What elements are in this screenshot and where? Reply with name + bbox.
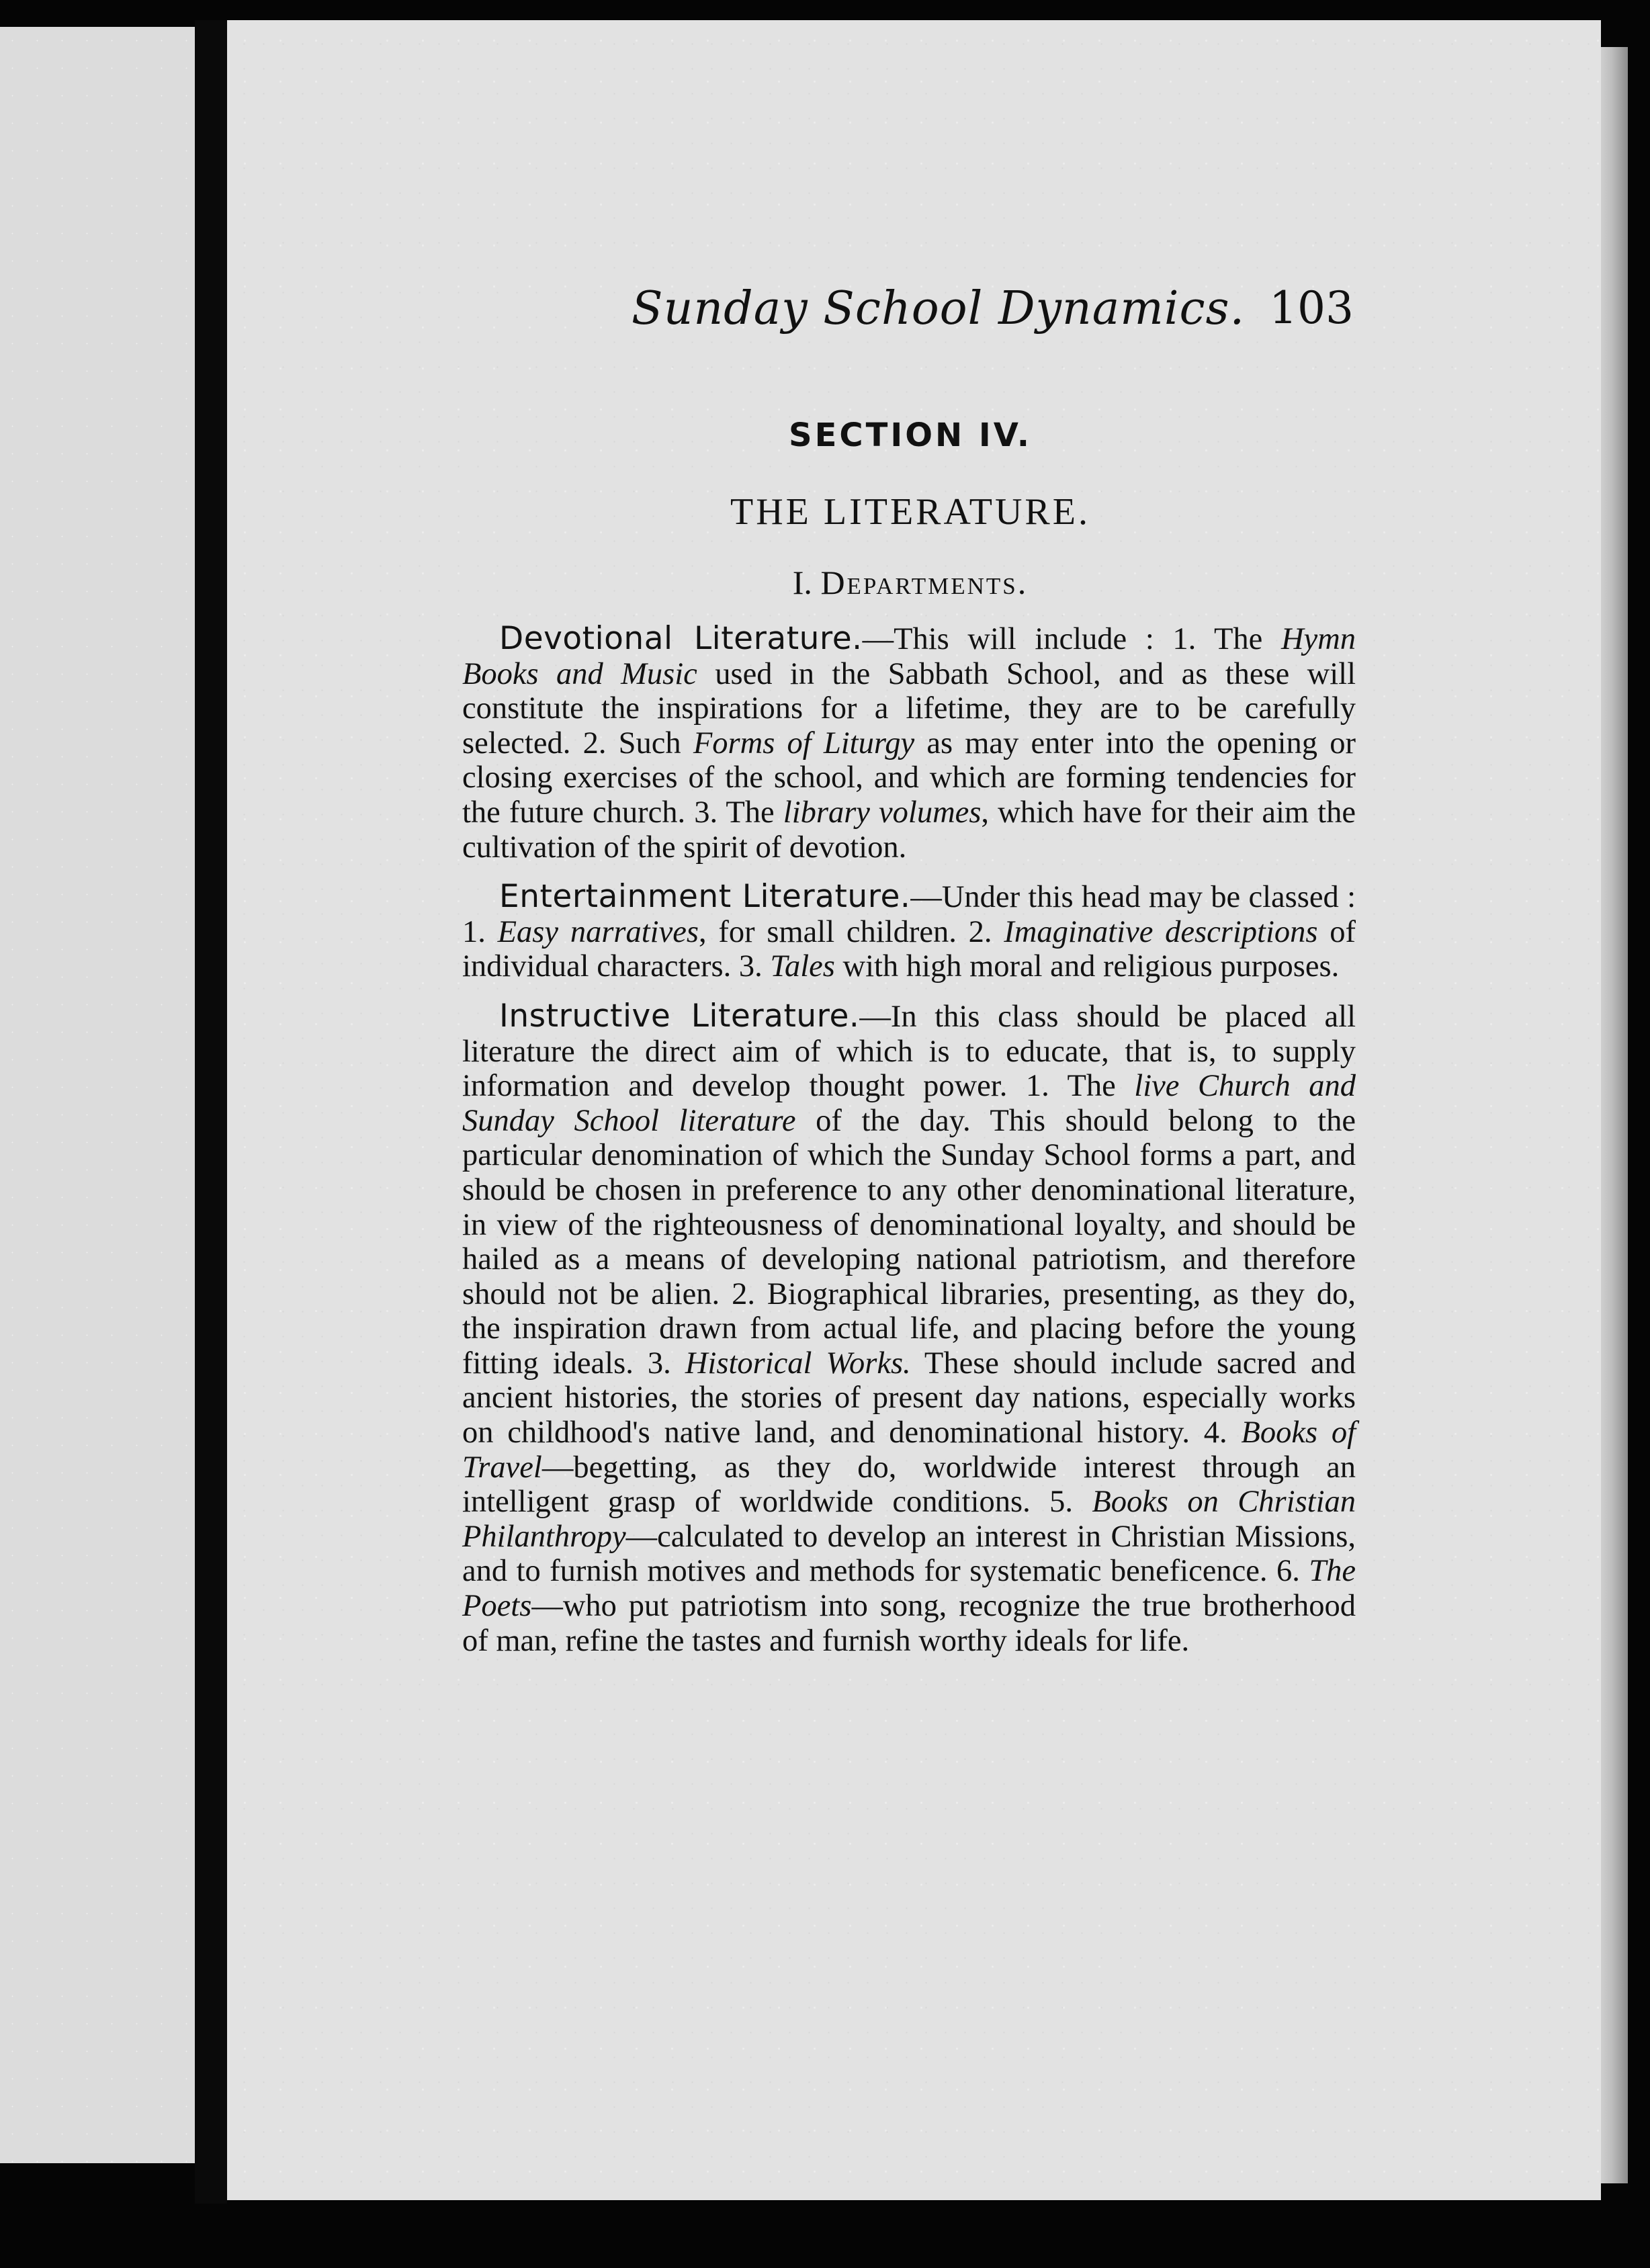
book-gutter [195,20,227,2204]
italic-run: Historical Works. [685,1346,911,1381]
italic-run: Imaginative descriptions [1004,914,1318,949]
paragraph-lead: Entertainment Literature. [499,878,911,916]
subheading-numeral: I. [792,564,812,601]
running-title: Sunday School Dynamics. [632,282,1246,335]
paragraph-devotional [462,621,1356,865]
text-run: —In this class should be placed all literature the direct aim of which is to educate, that is, to supply information and develop thought power. 1. The [462,999,1356,1104]
text-run: as may enter into the opening or closing exercises of the school, and which are forming tendencies for the future church. 3. The [462,726,1356,830]
text-run: used in the Sabbath School, and as these will constitute the inspirations for a lifetime, they are to be carefully selected. 2. Such [462,656,1356,760]
italic-run: The Poets [462,1554,1356,1624]
text-run: , for small children. 2. [698,914,1004,949]
text-run: —Under this head may be classed : 1. [462,880,1356,949]
italic-run: live Church and Sunday School literature [462,1069,1356,1138]
text-run: These should include sacred and ancient histories, the stories of present day nations, especially works on childhood's native land, and denominational history. 4. [462,1346,1356,1450]
text-run: —begetting, as they do, worldwide interest through an intelligent grasp of worldwide conditions. 5. [462,1450,1356,1520]
italic-run: Tales [770,949,835,984]
section-heading: SECTION IV. [789,417,1032,454]
italic-run: Forms of Liturgy [693,726,915,760]
previous-page-edge [0,27,195,2163]
body-text [462,621,1356,1673]
subheading-label: Departments. [820,564,1029,601]
paragraph-instructive [462,999,1356,1658]
text-run: —This will include : 1. The [862,622,1281,656]
paragraph-lead: Instructive Literature. [499,997,860,1035]
page-stack-edge [1601,47,1628,2183]
subheading [464,563,1357,602]
running-head [632,282,1354,343]
text-run: —who put patriotism into song, recognize the true brotherhood of man, refine the tastes and furnish worthy ideals for life. [462,1589,1356,1658]
page-number: 103 [1269,282,1354,334]
italic-run: Books on Christian Philanthropy [462,1485,1356,1554]
chapter-title: THE LITERATURE. [730,491,1090,533]
text-run: of the day. This should belong to the particular denomination of which the Sunday School forms a part, and should be chosen in preference to any other denominational literature, in view of the righteousness of denominational loyalty, and should be hailed as a means of developing national patriotism, and therefore should not be alien. 2. Biographical libraries, presenting, as they do, the inspiration drawn from actual life, and placing before the young fitting ideals. 3. [462,1103,1356,1381]
text-run: —calculated to develop an interest in Christian Missions, and to furnish motives and methods for systematic beneficence. 6. [462,1519,1356,1589]
paragraph-lead: Devotional Literature. [499,620,863,657]
text-run: with high moral and religious purposes. [834,949,1340,984]
italic-run: library volumes [783,795,982,830]
italic-run: Easy narratives [497,914,699,949]
text-run: , which have for their aim the cultivation of the spirit of devotion. [462,795,1356,865]
text-run: of individual characters. 3. [462,914,1356,984]
italic-run: Books of Travel [462,1415,1356,1485]
italic-run: Hymn Books and Music [462,622,1356,691]
paragraph-entertainment [462,879,1356,984]
